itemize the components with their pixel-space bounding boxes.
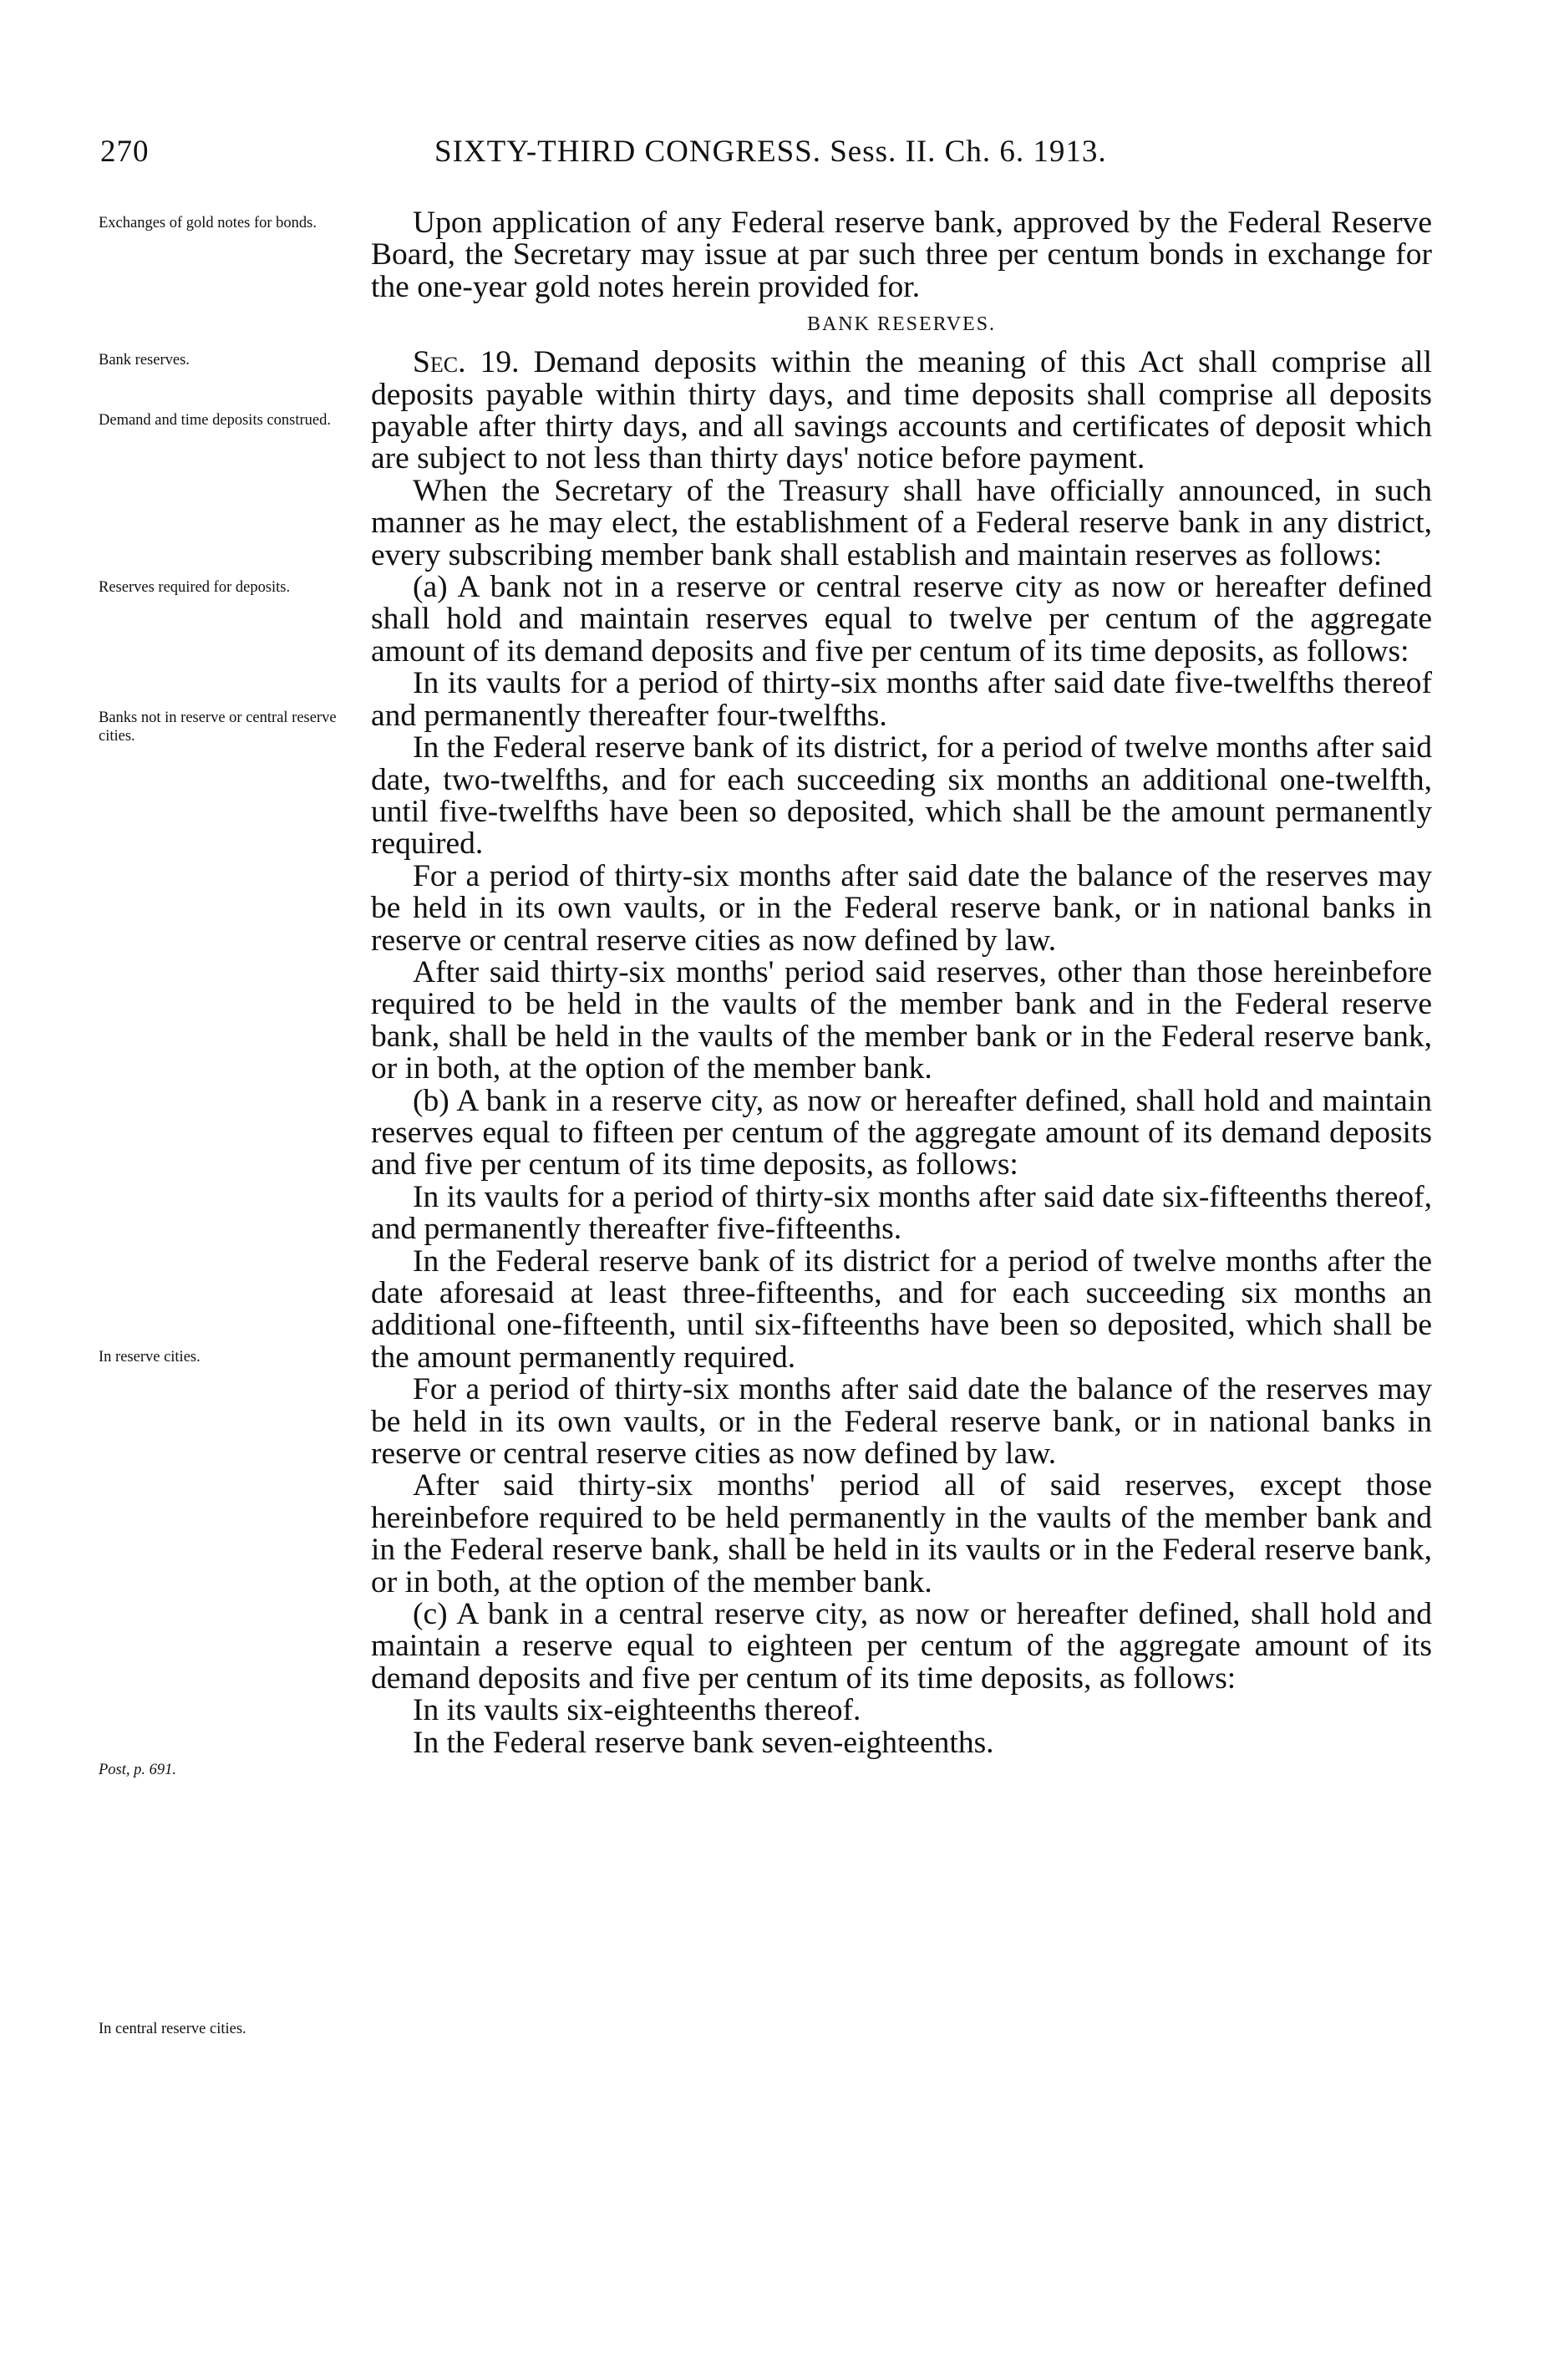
paragraph: For a period of thirty-six months after said date the balance of the reserves may be held in its own vaults, or in the Federal reserve bank, or in national banks in reserve or central reserve cities as now defined by law. <box>371 858 1432 958</box>
running-title: SIXTY-THIRD CONGRESS. Sess. II. Ch. 6. 1913. <box>434 135 1107 169</box>
page-header <box>100 134 1437 175</box>
paragraph: (c) A bank in a central reserve city, as now or hereafter defined, shall hold and maintain a reserve equal to eighteen per centum of the aggregate amount of its demand deposits and five per centum of its time deposits, as follows: <box>371 1597 1432 1696</box>
margin-note: Reserves required for deposits. <box>99 579 291 596</box>
paragraph: In its vaults six-eighteenths thereof. <box>413 1693 861 1728</box>
paragraph: In its vaults for a period of thirty-six months after said date six-fifteenths thereof, and permanently thereafter five-fifteenths. <box>371 1179 1432 1247</box>
paragraph: (b) A bank in a reserve city, as now or hereafter defined, shall hold and maintain reserves equal to fifteen per centum of the aggregate amount of its demand deposits and five per centum of its time deposits, as follows: <box>371 1083 1432 1182</box>
margin-note: In central reserve cities. <box>99 2021 246 2037</box>
margin-note: Demand and time deposits construed. <box>99 412 331 429</box>
paragraph: After said thirty-six months' period all of said reserves, except those hereinbefore required to be held permanently in the vaults of the member bank and in the Federal reserve bank, shall be held in its vaults or in the Federal reserve bank, or in both, at the option of the member bank. <box>371 1468 1432 1599</box>
paragraph: When the Secretary of the Treasury shall have officially announced, in such manner as he may elect, the establishment of a Federal reserve bank in any district, every subscribing member bank shall establish and maintain reserves as follows: <box>371 473 1432 572</box>
page-number: 270 <box>100 135 150 169</box>
margin-note: Banks not in reserve or central reserve cities. <box>99 709 337 745</box>
margin-note: Post, p. 691. <box>99 1762 177 1778</box>
paragraph <box>371 347 1432 475</box>
margin-note: Bank reserves. <box>99 352 190 369</box>
paragraph: For a period of thirty-six months after said date the balance of the reserves may be held in its own vaults, or in the Federal reserve bank, or in national banks in reserve or central reserve cities as now defined by law. <box>371 1372 1432 1472</box>
paragraph: In the Federal reserve bank seven-eighteenths. <box>413 1725 994 1760</box>
paragraph: After said thirty-six months' period said reserves, other than those hereinbefore required to be held in the vaults of the member bank and in the Federal reserve bank, shall be held in the vaults of the member bank or in the Federal reserve bank, or in both, at the option of the member bank. <box>371 954 1432 1086</box>
paragraph: Upon application of any Federal reserve bank, approved by the Federal Reserve Board, the Secretary may issue at par such three per centum bonds in exchange for the one-year gold notes herein provided for. <box>371 206 1432 304</box>
paragraph: (a) A bank not in a reserve or central reserve city as now or hereafter defined shall hold and maintain reserves equal to twelve per centum of the aggregate amount of its demand deposits and five per centum of its time deposits, as follows: <box>371 570 1432 669</box>
margin-note: Exchanges of gold notes for bonds. <box>99 215 317 231</box>
paragraph: In its vaults for a period of thirty-six months after said date five-twelfths thereof and permanently thereafter four-twelfths. <box>371 666 1432 733</box>
paragraph: In the Federal reserve bank of its district for a period of twelve months after the date aforesaid at least three-fifteenths, and for each succeeding six months an additional one-fifteenth, until six-fifteenths have been so deposited, which shall be the amount permanently required. <box>371 1243 1432 1375</box>
statute-text <box>371 207 1432 1759</box>
margin-note: In reserve cities. <box>99 1349 201 1365</box>
paragraph-text: Demand deposits within the meaning of this Act shall comprise all deposits payable within thirty days, and time deposits shall comprise all deposits payable after thirty days, and all savings accounts and certificates of deposit which are subject to not less than thirty days' notice before payment. <box>371 345 1432 476</box>
section-label: Sec. 19. <box>413 345 520 380</box>
paragraph: In the Federal reserve bank of its district, for a period of twelve months after said date, two-twelfths, and for each succeeding six months an additional one-twelfth, until five-twelfths have been so deposited, which shall be the amount permanently required. <box>371 730 1432 862</box>
section-heading: BANK RESERVES. <box>806 313 997 336</box>
